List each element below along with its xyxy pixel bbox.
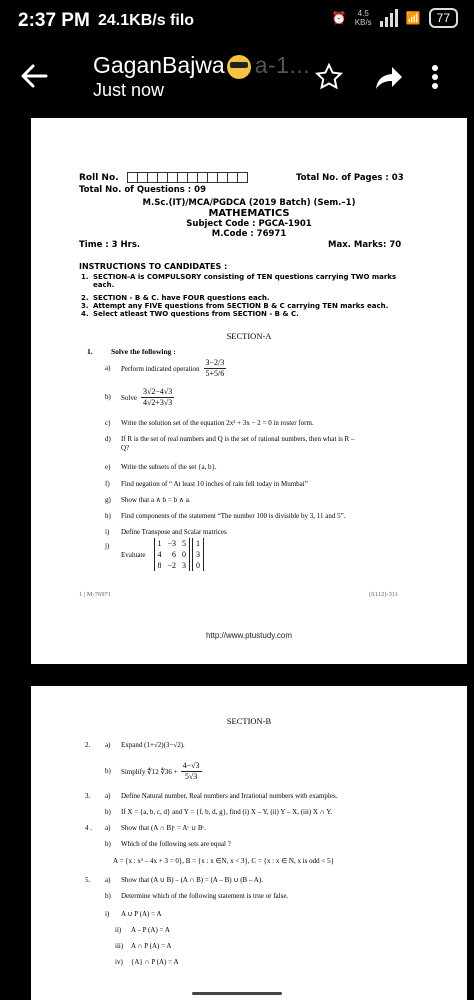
item-row [121,496,191,504]
fraction-denominator: 5+5/6 [205,369,225,378]
item-text: Find components of the statement “The number 100 is divisible by 3, 11 and 5”. [121,512,346,520]
item-fraction [204,358,227,379]
instruction-cont: each. [93,281,115,289]
matrix-a-cell: 4 [157,550,162,559]
app-bar [0,44,474,112]
question-text: Show that (A ∪ B) – (A ∩ B) = (A – B) ∪ (B – A). [121,876,263,884]
forward-icon[interactable] [374,62,404,92]
network-speed: 24.1KB/s filo [98,12,195,29]
battery-icon: 77 [429,8,458,28]
fraction-numerator: 3−2/3 [205,358,225,367]
max-marks: Max. Marks: 70 [328,240,402,250]
question-text-row [131,942,171,950]
section-b-title: SECTION-B [226,716,272,726]
item-label: e) [105,463,111,471]
question-part-label: b) [105,808,111,816]
question-part-label: b) [105,767,111,775]
question-text: A ∪ P (A) = A [121,910,162,918]
item-text: Write the solution set of the equation 2x² + 3x − 2 = 0 in roster form. [121,419,314,427]
total-pages: Total No. of Pages : 03 [296,173,404,183]
wifi-icon: 📶 [405,11,421,25]
document-page-2[interactable] [31,686,467,1000]
item-label: f) [105,480,110,488]
item-label: d) [105,435,111,443]
item-cont: Q? [121,444,130,452]
status-bar [0,0,474,44]
page-footer-left: 1 | M-76971 [79,591,111,598]
instruction-text: Attempt any FIVE questions from SECTION B & C carrying TEN marks each. [93,302,389,310]
instruction-num: 3. [81,302,89,310]
question-part-label: a) [105,876,111,884]
question-text-row [131,926,170,934]
item-row [121,419,314,427]
matrix-product [154,538,205,571]
item-label: h) [105,512,111,520]
matrix-a-cell: 1 [157,539,162,548]
file-name-ghost: a-1... [254,52,311,78]
item-row [121,435,354,443]
question-text: Determine which of the following statement is true or false. [121,892,289,900]
item-text: Find negation of “ At least 10 inches of rain fell today in Mumbai” [121,480,308,488]
item-row [121,528,227,536]
item-row [121,538,204,571]
matrix-a [154,538,191,571]
item-text: Solve [121,393,137,402]
question-part-label: a) [105,741,111,749]
sender-name: GaganBajwa [93,52,225,78]
question-text-row [121,824,206,832]
question-part-label: iv) [115,958,123,966]
question-text-row [121,808,332,816]
question-number: 2. [85,741,91,749]
question-text: Simplify ∜12 ∜36 + [121,767,178,776]
timestamp: Just now [93,80,165,100]
matrix-b-cell: 1 [196,539,201,548]
home-indicator[interactable] [192,992,282,995]
question-text-row [121,892,288,900]
item-label: a) [105,364,111,372]
item-row [121,358,226,379]
question-part-label: a) [105,824,111,832]
question-part-label: ii) [115,926,122,934]
fraction-numerator: 4−√3 [182,761,200,770]
question-text: A ∩ P (A) = A [131,942,172,950]
question-text-row [113,857,334,865]
instruction-text: Select atleast TWO questions from SECTION - B & C. [93,310,299,318]
instructions-title: INSTRUCTIONS TO CANDIDATES : [79,262,228,271]
m-code: M.Code : 76971 [211,229,287,239]
question-text: A – P (A) = A [131,926,170,934]
question-text-row [121,792,337,800]
question-part-label: b) [105,892,111,900]
instruction-text: SECTION-A is COMPULSORY consisting of TEN questions carrying TWO marks [93,273,397,281]
page-gap [31,664,467,686]
website-url[interactable]: http://www.ptustudy.com [205,631,293,640]
question-text: Expand (1+√2)(3−√2). [121,741,185,749]
item-label: g) [105,496,111,504]
fraction-denominator: 5√3 [184,772,198,781]
question-part-label: b) [105,840,111,848]
question-text: Which of the following sets are equal ? [121,840,231,848]
question-text: {A} ∩ P (A) = A [131,958,179,966]
question-fraction [181,761,202,782]
question-text-row [121,876,263,884]
instruction-num: 4. [81,310,89,318]
item-text: Define Transpose and Scalar matrices [121,528,227,536]
matrix-a-cell: −3 [167,539,177,548]
question-1-num: 1. [87,347,93,356]
question-part-label: a) [105,792,111,800]
instruction-num: 1. [81,273,89,281]
question-text: A = {x : x² – 4x + 3 = 0}, B = {x : x ∈N, x < 3}, C = {x : x ∈ N, x is odd < 5} [113,857,334,865]
matrix-b-cell: 0 [196,561,201,570]
item-row [121,480,308,488]
roll-boxes [128,172,248,183]
matrix-a-cell: −2 [167,561,177,570]
speed-indicator: 4.5 KB/s [354,9,372,27]
matrix-b [192,538,204,571]
instruction-text: SECTION - B & C. have FOUR questions each. [93,294,270,302]
section-a-title: SECTION-A [226,331,272,341]
question-part-label: iii) [115,942,124,950]
fraction-numerator: 3√2−4√3 [142,387,173,396]
sunglasses-emoji-icon [227,55,251,79]
status-time: 2:37 PM [18,10,90,31]
item-text: Write the subsets of the set {a, b}. [121,463,217,471]
item-label: j) [105,542,110,550]
subject-code: Subject Code : PGCA-1901 [186,219,312,229]
matrix-a-cell: 0 [182,550,187,559]
star-icon[interactable] [314,62,344,92]
item-label: c) [105,419,111,427]
instruction-num: 2. [81,294,89,302]
course-line: M.Sc.(IT)/MCA/PGDCA (2019 Batch) (Sem.–1) [142,198,356,208]
question-number: 4 . [85,824,92,832]
item-text: Show that a ∧ b = b ∧ a. [121,496,191,504]
question-1-text: Solve the following : [111,347,176,356]
item-text: Evaluate [121,550,146,559]
more-options-icon[interactable] [426,62,444,92]
roll-no: Roll No. [79,172,248,183]
subject-title: MATHEMATICS [208,208,290,219]
question-text: Define Natural number, Real numbers and Irrational numbers with examples. [121,792,338,800]
question-text: Show that (A ∩ B)ᶜ = Aᶜ ∪ Bᶜ. [121,824,207,832]
status-icons [332,8,458,28]
question-text: If X = {a, b, c, d} and Y = {f, b, d, g}, find (i) X – Y, (ii) Y – X, (iii) X ∩ Y. [121,808,333,816]
matrix-a-cell: 3 [182,561,187,570]
item-text: Perform indicated operation [121,364,200,373]
back-arrow-icon[interactable] [16,58,52,94]
item-text: If R is the set of real numbers and Q is the set of rational numbers, then what is R – [121,435,355,443]
total-questions: Total No. of Questions : 09 [79,185,206,195]
item-fraction [141,387,174,408]
question-text-row [121,741,185,749]
alarm-icon: ⏰ [331,11,347,25]
question-part-label: i) [105,910,110,918]
exam-time: Time : 3 Hrs. [79,240,141,250]
item-label: i) [105,528,110,536]
question-text-row [121,840,231,848]
question-text-row [121,761,202,782]
message-title [93,52,310,101]
matrix-b-cell: 3 [196,550,201,559]
item-row [121,463,217,471]
question-number: 5. [85,876,91,884]
item-row [121,387,174,408]
matrix-a-cell: 6 [172,550,177,559]
item-label: b) [105,393,111,401]
fraction-denominator: 4√2+3√3 [142,398,173,407]
question-text-row [121,910,162,918]
document-page-1[interactable] [31,118,467,664]
matrix-a-cell: 5 [182,539,187,548]
signal-icon [380,9,398,27]
question-number: 3. [85,792,91,800]
matrix-a-cell: 8 [157,561,162,570]
item-row [121,512,345,520]
question-text-row [131,958,179,966]
page-footer-right: (S112)-311 [369,591,399,598]
